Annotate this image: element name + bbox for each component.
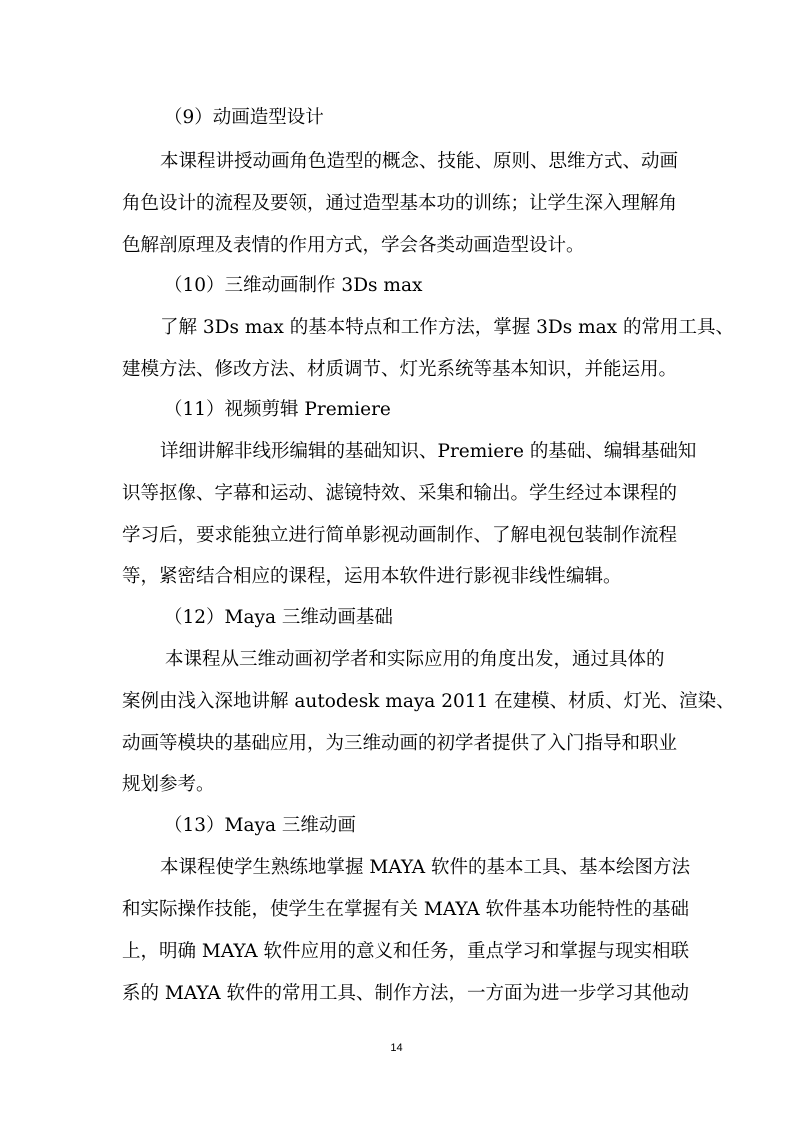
paragraph-line: 规划参考。 [122, 774, 215, 795]
section-heading-13: （13）Maya 三维动画 [164, 815, 356, 836]
paragraph-line: 动画等模块的基础应用，为三维动画的初学者提供了入门指导和职业 [122, 733, 678, 754]
paragraph-line: 本课程讲授动画角色造型的概念、技能、原则、思维方式、动画 [160, 151, 679, 172]
page-number: 14 [390, 1042, 403, 1054]
paragraph-line: 了解 3Ds max 的基本特点和工作方法，掌握 3Ds max 的常用工具、 [160, 317, 734, 338]
paragraph-line: 详细讲解非线形编辑的基础知识、Premiere 的基础、编辑基础知 [160, 441, 697, 462]
paragraph-line: 和实际操作技能，使学生在掌握有关 MAYA 软件基本功能特性的基础 [122, 899, 689, 920]
paragraph-line: 建模方法、修改方法、材质调节、灯光系统等基本知识，并能运用。 [122, 359, 678, 380]
paragraph-line: 色解剖原理及表情的作用方式，学会各类动画造型设计。 [122, 235, 585, 256]
paragraph-line: 案例由浅入深地讲解 autodesk maya 2011 在建模、材质、灯光、渲染、 [122, 691, 735, 712]
paragraph-line: 系的 MAYA 软件的常用工具、制作方法，一方面为进一步学习其他动 [122, 983, 689, 1004]
paragraph-line: 等，紧密结合相应的课程，运用本软件进行影视非线性编辑。 [122, 566, 622, 587]
section-heading-11: （11）视频剪辑 Premiere [164, 399, 391, 420]
paragraph-line: 本课程从三维动画初学者和实际应用的角度出发，通过具体的 [165, 649, 665, 670]
section-heading-10: （10）三维动画制作 3Ds max [164, 275, 423, 296]
paragraph-line: 识等抠像、字幕和运动、滤镜特效、采集和输出。学生经过本课程的 [122, 483, 678, 504]
paragraph-line: 学习后，要求能独立进行简单影视动画制作、了解电视包装制作流程 [122, 525, 678, 546]
paragraph-line: 本课程使学生熟练地掌握 MAYA 软件的基本工具、基本绘图方法 [160, 857, 690, 878]
section-heading-9: （9）动画造型设计 [164, 107, 324, 128]
paragraph-line: 角色设计的流程及要领，通过造型基本功的训练；让学生深入理解角 [122, 193, 678, 214]
section-heading-12: （12）Maya 三维动画基础 [164, 607, 393, 628]
paragraph-line: 上，明确 MAYA 软件应用的意义和任务，重点学习和掌握与现实相联 [122, 941, 689, 962]
